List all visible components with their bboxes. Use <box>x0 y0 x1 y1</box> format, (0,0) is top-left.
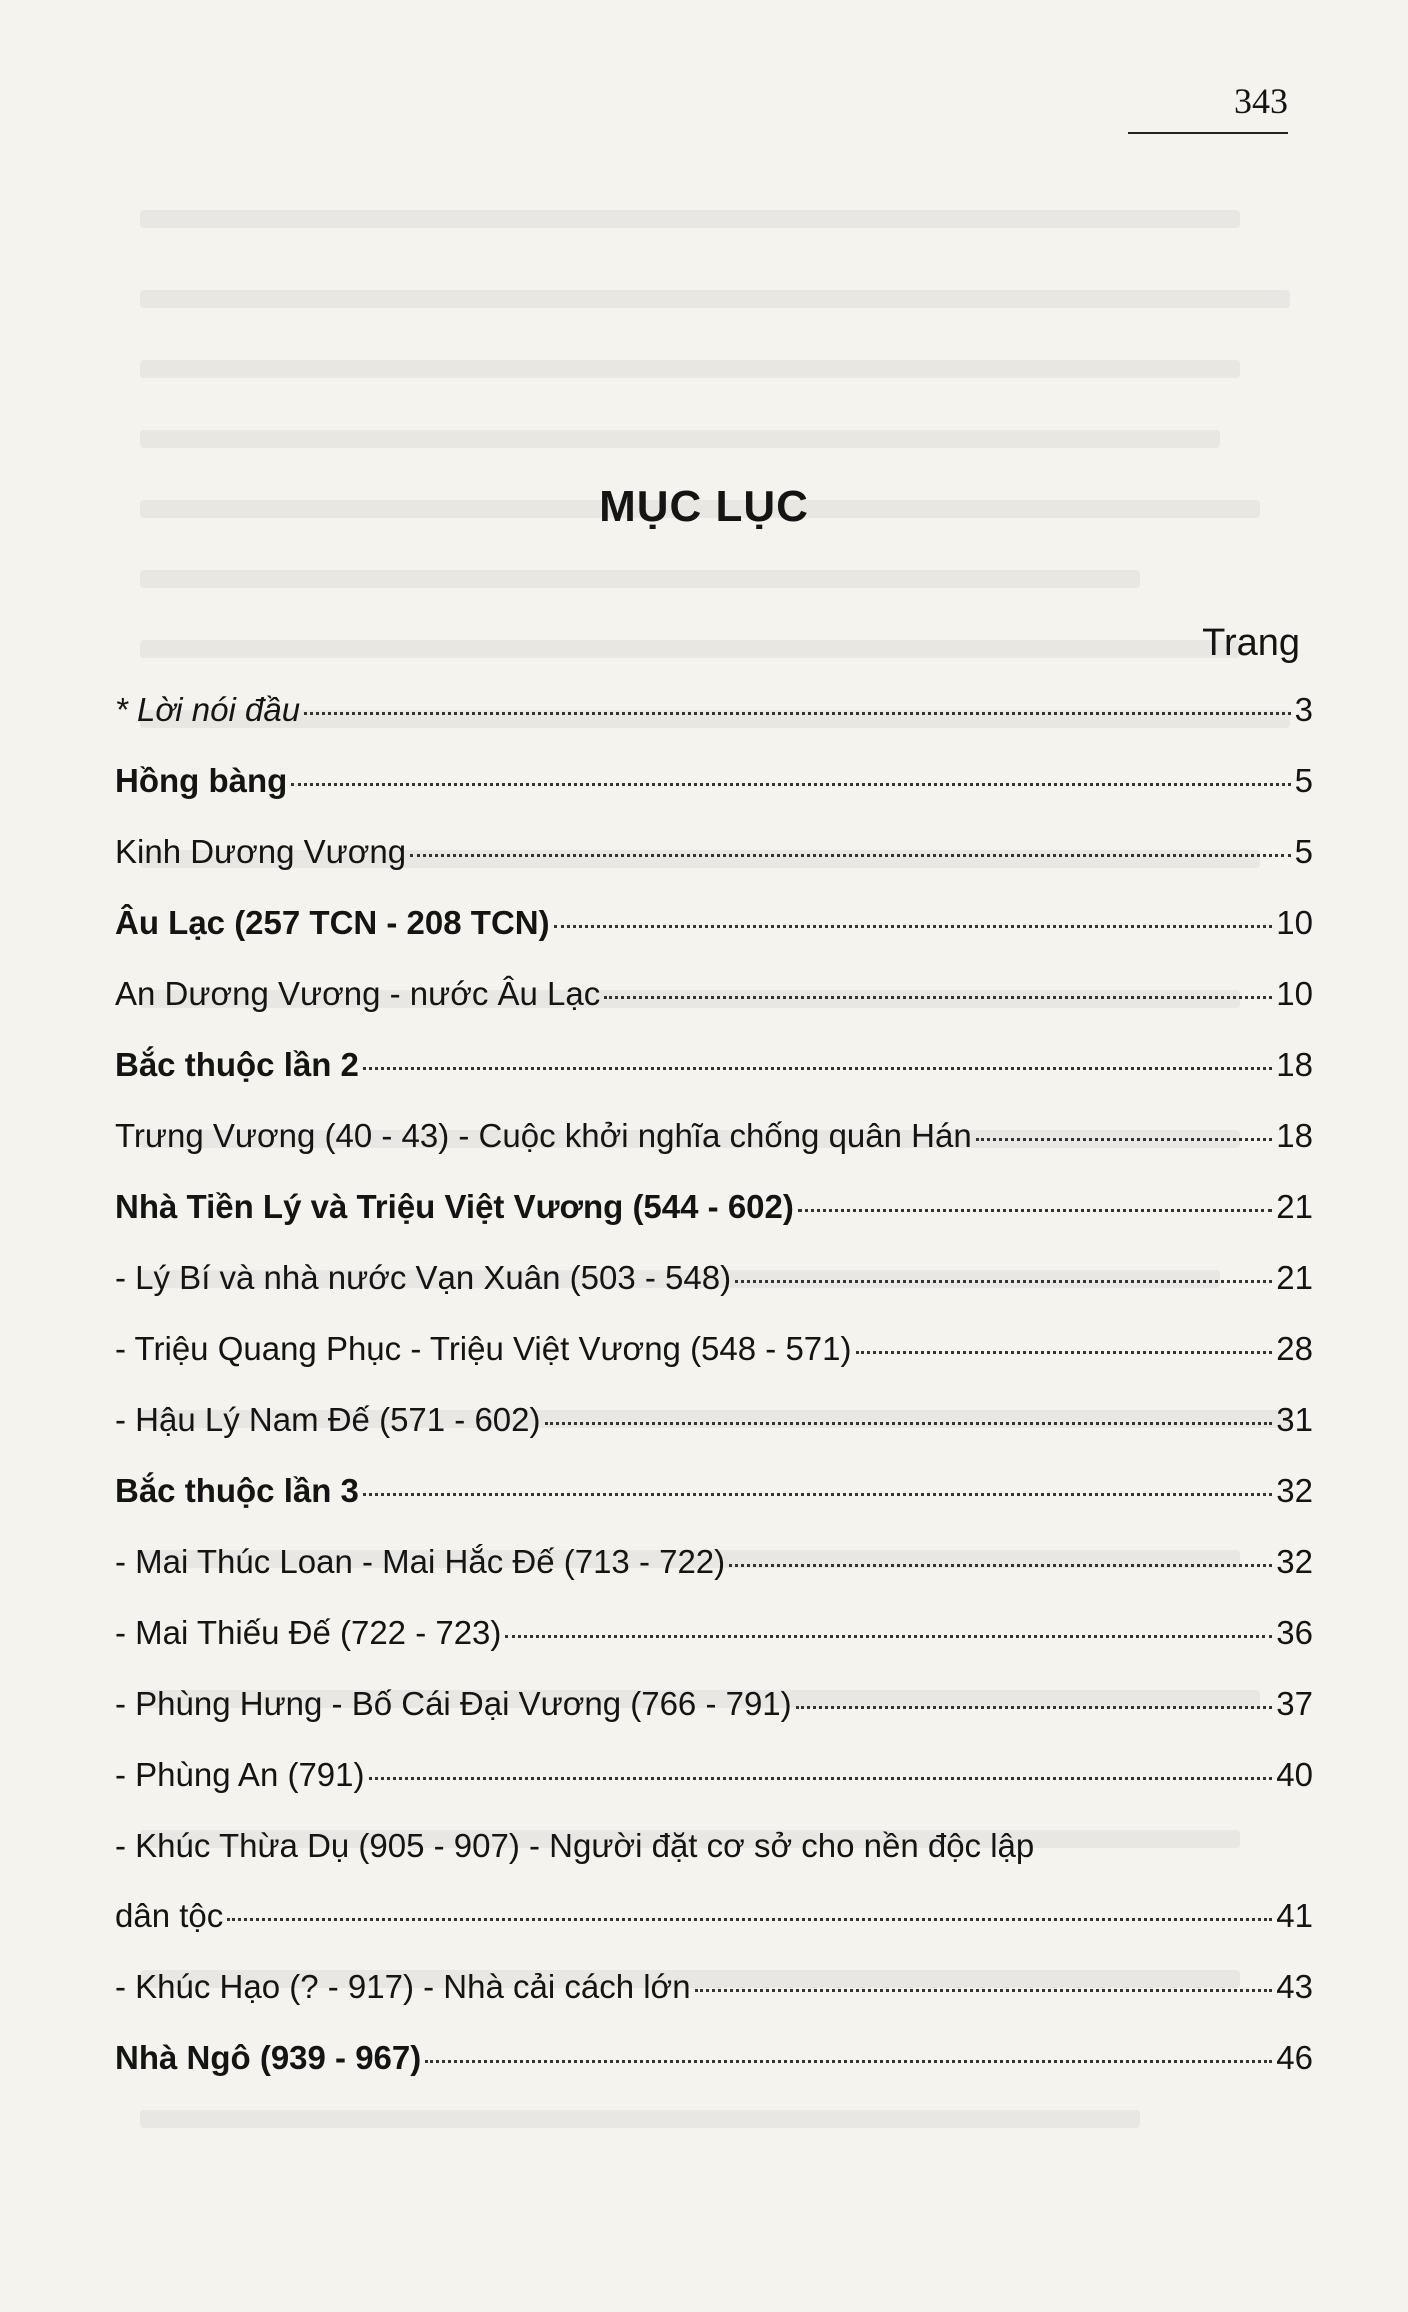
page-column-header: Trang <box>1202 622 1300 664</box>
toc-entry[interactable] <box>115 761 1313 832</box>
toc-entry[interactable] <box>115 1329 1313 1400</box>
toc-entry-page: 40 <box>1276 1756 1313 1793</box>
toc-entry-continuation <box>115 1896 1313 1936</box>
toc-entry-title: * Lời nói đầu <box>115 691 301 728</box>
toc-entry-title: - Khúc Thừa Dụ (905 - 907) - Người đặt cơ sở cho nền độc lập <box>115 1827 1035 1864</box>
leader-dots <box>604 996 1272 999</box>
page-number: 343 <box>1234 81 1288 121</box>
toc-entry-page: 21 <box>1276 1188 1313 1225</box>
leader-dots <box>505 1635 1272 1638</box>
leader-dots <box>425 2060 1272 2063</box>
toc-entry-page: 18 <box>1276 1117 1313 1154</box>
leader-dots <box>729 1564 1272 1567</box>
leader-dots <box>410 854 1291 857</box>
toc-entry-title: - Phùng An (791) <box>115 1756 365 1793</box>
toc-entry-page: 21 <box>1276 1259 1313 1296</box>
toc-entry-title: Hồng bàng <box>115 762 288 799</box>
toc-entry-page: 46 <box>1276 2039 1313 2076</box>
toc-entry-title: An Dương Vương - nước Âu Lạc <box>115 975 601 1012</box>
toc-entry-page: 3 <box>1294 691 1313 728</box>
toc-entry[interactable] <box>115 690 1313 761</box>
leader-dots <box>363 1493 1272 1496</box>
toc-entry-page: 32 <box>1276 1472 1313 1509</box>
toc-entry-title: - Triệu Quang Phục - Triệu Việt Vương (548 - 571) <box>115 1330 852 1367</box>
toc-entry-title: Bắc thuộc lần 2 <box>115 1046 359 1083</box>
leader-dots <box>856 1351 1273 1354</box>
toc-title: MỤC LỤC <box>599 482 809 531</box>
toc-entry-page: 32 <box>1276 1543 1313 1580</box>
toc-entry-page: 10 <box>1276 904 1313 941</box>
toc-entry-page: 18 <box>1276 1046 1313 1083</box>
leader-dots <box>735 1280 1272 1283</box>
toc-entry[interactable] <box>115 1613 1313 1684</box>
toc-entry[interactable] <box>115 974 1313 1045</box>
leader-dots <box>369 1777 1273 1780</box>
toc-entry-title: Bắc thuộc lần 3 <box>115 1472 359 1509</box>
toc-entry-page: 36 <box>1276 1614 1313 1651</box>
toc-entry[interactable] <box>115 903 1313 974</box>
toc-entry-title: - Hậu Lý Nam Đế (571 - 602) <box>115 1401 541 1438</box>
toc-entry-title-continued: dân tộc <box>115 1897 224 1934</box>
toc-entry-page: 5 <box>1294 833 1313 870</box>
toc-entry[interactable] <box>115 832 1313 903</box>
toc-entry[interactable] <box>115 1187 1313 1258</box>
toc-entry-multiline[interactable] <box>115 1826 1313 1936</box>
toc-entry-title: Nhà Tiền Lý và Triệu Việt Vương (544 - 602) <box>115 1188 794 1225</box>
toc-entry-title: - Mai Thúc Loan - Mai Hắc Đế (713 - 722) <box>115 1543 726 1580</box>
toc-entry[interactable] <box>115 1116 1313 1187</box>
toc-entry-title: Trưng Vương (40 - 43) - Cuộc khởi nghĩa chống quân Hán <box>115 1117 972 1154</box>
toc-entry[interactable] <box>115 1542 1313 1613</box>
toc-entry-page: 43 <box>1276 1968 1313 2005</box>
toc-entry[interactable] <box>115 1471 1313 1542</box>
toc-entry[interactable] <box>115 1045 1313 1116</box>
leader-dots <box>798 1209 1272 1212</box>
toc-entry-title: - Khúc Hạo (? - 917) - Nhà cải cách lớn <box>115 1968 691 2005</box>
leader-dots <box>695 1989 1273 1992</box>
toc-entry[interactable] <box>115 2038 1313 2109</box>
leader-dots <box>291 783 1290 786</box>
toc-entry-page: 28 <box>1276 1330 1313 1367</box>
toc-entry-page: 5 <box>1294 762 1313 799</box>
leader-dots <box>554 925 1273 928</box>
toc-entry-title: - Mai Thiếu Đế (722 - 723) <box>115 1614 502 1651</box>
toc-entry[interactable] <box>115 1684 1313 1755</box>
table-of-contents <box>115 690 1313 2109</box>
toc-entry[interactable] <box>115 1400 1313 1471</box>
leader-dots <box>363 1067 1272 1070</box>
leader-dots <box>545 1422 1273 1425</box>
toc-entry-title: - Lý Bí và nhà nước Vạn Xuân (503 - 548) <box>115 1259 732 1296</box>
toc-entry-page: 10 <box>1276 975 1313 1012</box>
page-number-rule <box>1128 132 1288 134</box>
toc-entry-page: 41 <box>1276 1897 1313 1934</box>
toc-entry[interactable] <box>115 1967 1313 2038</box>
leader-dots <box>976 1138 1273 1141</box>
leader-dots <box>227 1918 1272 1921</box>
toc-entry-title: Kinh Dương Vương <box>115 833 407 870</box>
leader-dots <box>304 712 1291 715</box>
toc-entry-title: Âu Lạc (257 TCN - 208 TCN) <box>115 904 550 941</box>
leader-dots <box>796 1706 1273 1709</box>
toc-entry[interactable] <box>115 1258 1313 1329</box>
toc-entry-page: 37 <box>1276 1685 1313 1722</box>
toc-entry-title: - Phùng Hưng - Bố Cái Đại Vương (766 - 791) <box>115 1685 792 1722</box>
toc-entry-page: 31 <box>1276 1401 1313 1438</box>
toc-entry-title: Nhà Ngô (939 - 967) <box>115 2039 422 2076</box>
toc-entry[interactable] <box>115 1755 1313 1826</box>
